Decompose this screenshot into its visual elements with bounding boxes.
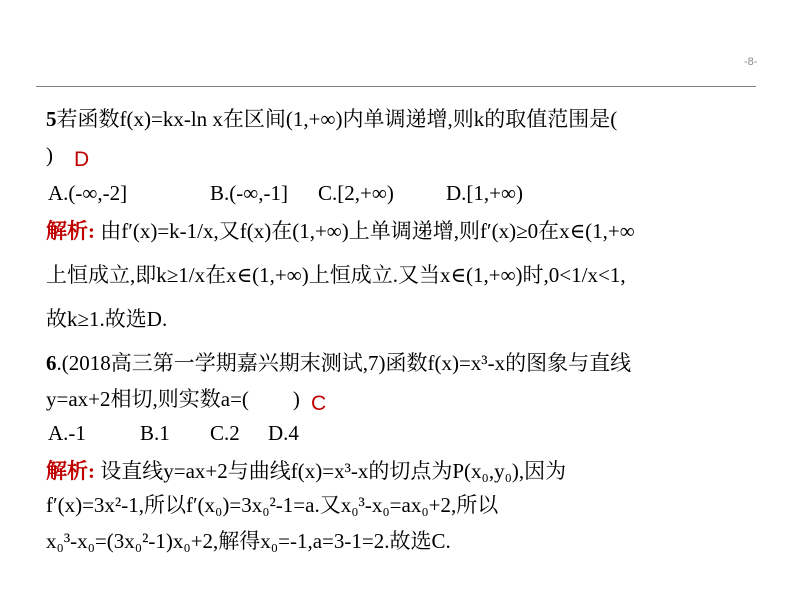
q5-option-c: C.[2,+∞) xyxy=(318,181,394,205)
q6-number: 6 xyxy=(46,351,57,375)
q6-stem-line2 xyxy=(46,386,300,412)
q6-option-b: B.1 xyxy=(140,421,170,445)
q6-option-c: C.2 xyxy=(210,421,240,445)
page-number: -8- xyxy=(744,56,758,68)
q5-solution-line3: 故k≥1.故选D. xyxy=(46,307,168,331)
q5-answer: D xyxy=(74,148,90,171)
q5-solution-line1 xyxy=(46,218,635,244)
q6-stem-text2a: y=ax+2相切,则实数a=( xyxy=(46,387,249,411)
q5-stem-line2: ) xyxy=(46,143,53,167)
q5-stem-text: 若函数f(x)=kx-ln x在区间(1,+∞)内单调递增,则k的取值范围是( xyxy=(56,107,618,131)
q6-solution-label: 解析: xyxy=(46,459,95,483)
q5-solution-label: 解析: xyxy=(46,219,95,243)
q6-solution-text1: 设直线y=ax+2与曲线f(x)=x³-x的切点为P(x₀,y₀),因为 xyxy=(100,459,567,483)
q6-stem-text2b: ) xyxy=(292,387,300,411)
q6-stem-text: .(2018高三第一学期嘉兴期末测试,7)函数f(x)=x³-x的图象与直线 xyxy=(56,351,632,375)
q6-option-d: D.4 xyxy=(268,421,299,445)
q6-answer: C xyxy=(311,392,327,415)
q6-options xyxy=(48,420,299,446)
q6-stem-line1 xyxy=(46,350,631,376)
q5-number: 5 xyxy=(46,107,57,131)
top-rule xyxy=(36,86,756,87)
q5-stem-line1 xyxy=(46,106,617,132)
q5-option-d: D.[1,+∞) xyxy=(446,181,523,205)
q6-solution-line3: x₀³-x₀=(3x₀²-1)x₀+2,解得x₀=-1,a=3-1=2.故选C. xyxy=(46,529,451,553)
q6-option-a: A.-1 xyxy=(48,421,86,445)
q6-solution-line2: f′(x)=3x²-1,所以f′(x₀)=3x₀²-1=a.又x₀³-x₀=ax₀+2,所以 xyxy=(46,493,499,517)
q5-option-b: B.(-∞,-1] xyxy=(210,181,288,205)
q6-solution-line1 xyxy=(46,458,566,484)
q5-solution-text1: 由f′(x)=k-1/x,又f(x)在(1,+∞)上单调递增,则f′(x)≥0在x∈(1,+∞ xyxy=(100,219,635,243)
q5-solution-line2: 上恒成立,即k≥1/x在x∈(1,+∞)上恒成立.又当x∈(1,+∞)时,0<1/x<1, xyxy=(46,263,626,287)
q5-options xyxy=(48,180,523,206)
q5-option-a: A.(-∞,-2] xyxy=(48,181,128,205)
